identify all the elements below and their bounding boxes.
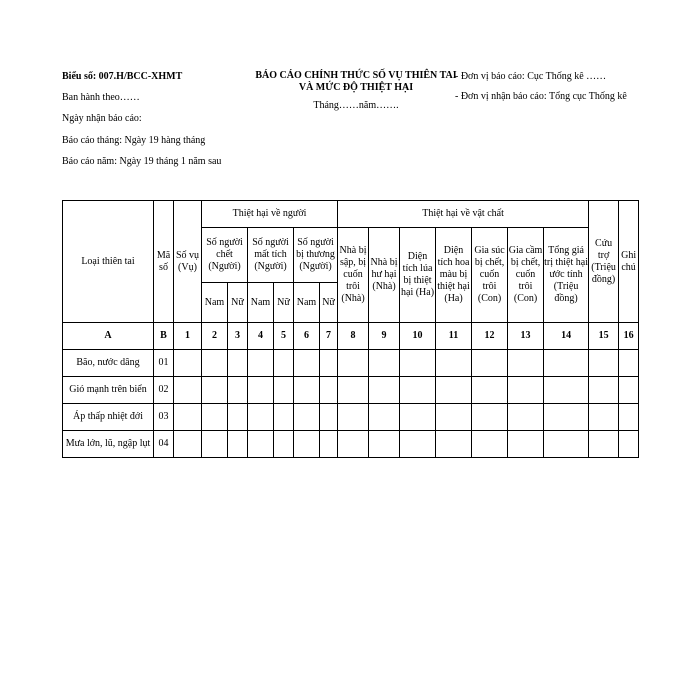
- row-code: 03: [154, 404, 174, 431]
- row-label: Gió mạnh trên biển: [63, 377, 154, 404]
- header-code: Mã số: [154, 201, 174, 323]
- header-missing: Số người mất tích (Người): [248, 228, 294, 283]
- header-incidents: Số vụ (Vụ): [174, 201, 202, 323]
- header-cattle: Gia súc bị chết, cuốn trôi (Con): [472, 228, 508, 323]
- column-index-cell: 7: [320, 323, 338, 350]
- header-total-value: Tổng giá trị thiệt hại ước tính (Triệu đồng): [544, 228, 589, 323]
- header-injured-male: Nam: [294, 283, 320, 323]
- column-index-row: [63, 323, 639, 350]
- header-notes: Ghi chú: [619, 201, 639, 323]
- header-injured: Số người bị thương (Người): [294, 228, 338, 283]
- column-index-cell: 9: [369, 323, 400, 350]
- column-index-cell: 8: [338, 323, 369, 350]
- table-row: [63, 377, 639, 404]
- issued-by-line: Ban hành theo……: [62, 92, 140, 103]
- column-index-cell: 2: [202, 323, 228, 350]
- receiving-unit: - Đơn vị nhận báo cáo: Tổng cục Thống kê: [455, 91, 627, 102]
- row-code: 02: [154, 377, 174, 404]
- header-crop-area: Diện tích hoa màu bị thiệt hại (Ha): [436, 228, 472, 323]
- header-houses-damaged: Nhà bị hư hại (Nhà): [369, 228, 400, 323]
- column-index-cell: 11: [436, 323, 472, 350]
- column-index-cell: 10: [400, 323, 436, 350]
- header-dead-female: Nữ: [228, 283, 248, 323]
- damage-report-table: [62, 200, 639, 458]
- column-index-cell: A: [63, 323, 154, 350]
- form-code: Biểu số: 007.H/BCC-XHMT: [62, 71, 183, 82]
- table-row: [63, 404, 639, 431]
- monthly-report-line: Báo cáo tháng: Ngày 19 hàng tháng: [62, 135, 206, 146]
- header-rice-area: Diện tích lúa bị thiệt hại (Ha): [400, 228, 436, 323]
- column-index-cell: 14: [544, 323, 589, 350]
- column-index-cell: 4: [248, 323, 274, 350]
- header-houses-collapsed: Nhà bị sập, bị cuốn trôi (Nhà): [338, 228, 369, 323]
- header-dead: Số người chết (Người): [202, 228, 248, 283]
- column-index-cell: 16: [619, 323, 639, 350]
- reporting-unit: - Đơn vị báo cáo: Cục Thống kê ……: [455, 71, 607, 82]
- header-group-material: Thiệt hại về vật chất: [338, 201, 589, 228]
- received-date-line: Ngày nhận báo cáo:: [62, 113, 142, 124]
- column-index-cell: 1: [174, 323, 202, 350]
- column-index-cell: 13: [508, 323, 544, 350]
- header-poultry: Gia cầm bị chết, cuốn trôi (Con): [508, 228, 544, 323]
- column-index-cell: 3: [228, 323, 248, 350]
- column-index-cell: 15: [589, 323, 619, 350]
- column-index-cell: 12: [472, 323, 508, 350]
- table-row: [63, 350, 639, 377]
- column-index-cell: 5: [274, 323, 294, 350]
- header-disaster-type: Loại thiên tai: [63, 201, 154, 323]
- header-dead-male: Nam: [202, 283, 228, 323]
- header-missing-male: Nam: [248, 283, 274, 323]
- row-code: 01: [154, 350, 174, 377]
- header-injured-female: Nữ: [320, 283, 338, 323]
- header-relief: Cứu trợ (Triệu đồng): [589, 201, 619, 323]
- report-period: Tháng……năm…….: [313, 100, 399, 111]
- column-index-cell: 6: [294, 323, 320, 350]
- row-label: Áp thấp nhiệt đới: [63, 404, 154, 431]
- column-index-cell: B: [154, 323, 174, 350]
- table-row: [63, 431, 639, 458]
- yearly-report-line: Báo cáo năm: Ngày 19 tháng 1 năm sau: [62, 156, 222, 167]
- row-label: Mưa lớn, lũ, ngập lụt: [63, 431, 154, 458]
- header-group-human: Thiệt hại về người: [202, 201, 338, 228]
- header-missing-female: Nữ: [274, 283, 294, 323]
- row-code: 04: [154, 431, 174, 458]
- row-label: Bão, nước dâng: [63, 350, 154, 377]
- report-title: BÁO CÁO CHÍNH THỨC SỐ VỤ THIÊN TAI VÀ MỨC ĐỘ THIỆT HẠI: [255, 70, 457, 93]
